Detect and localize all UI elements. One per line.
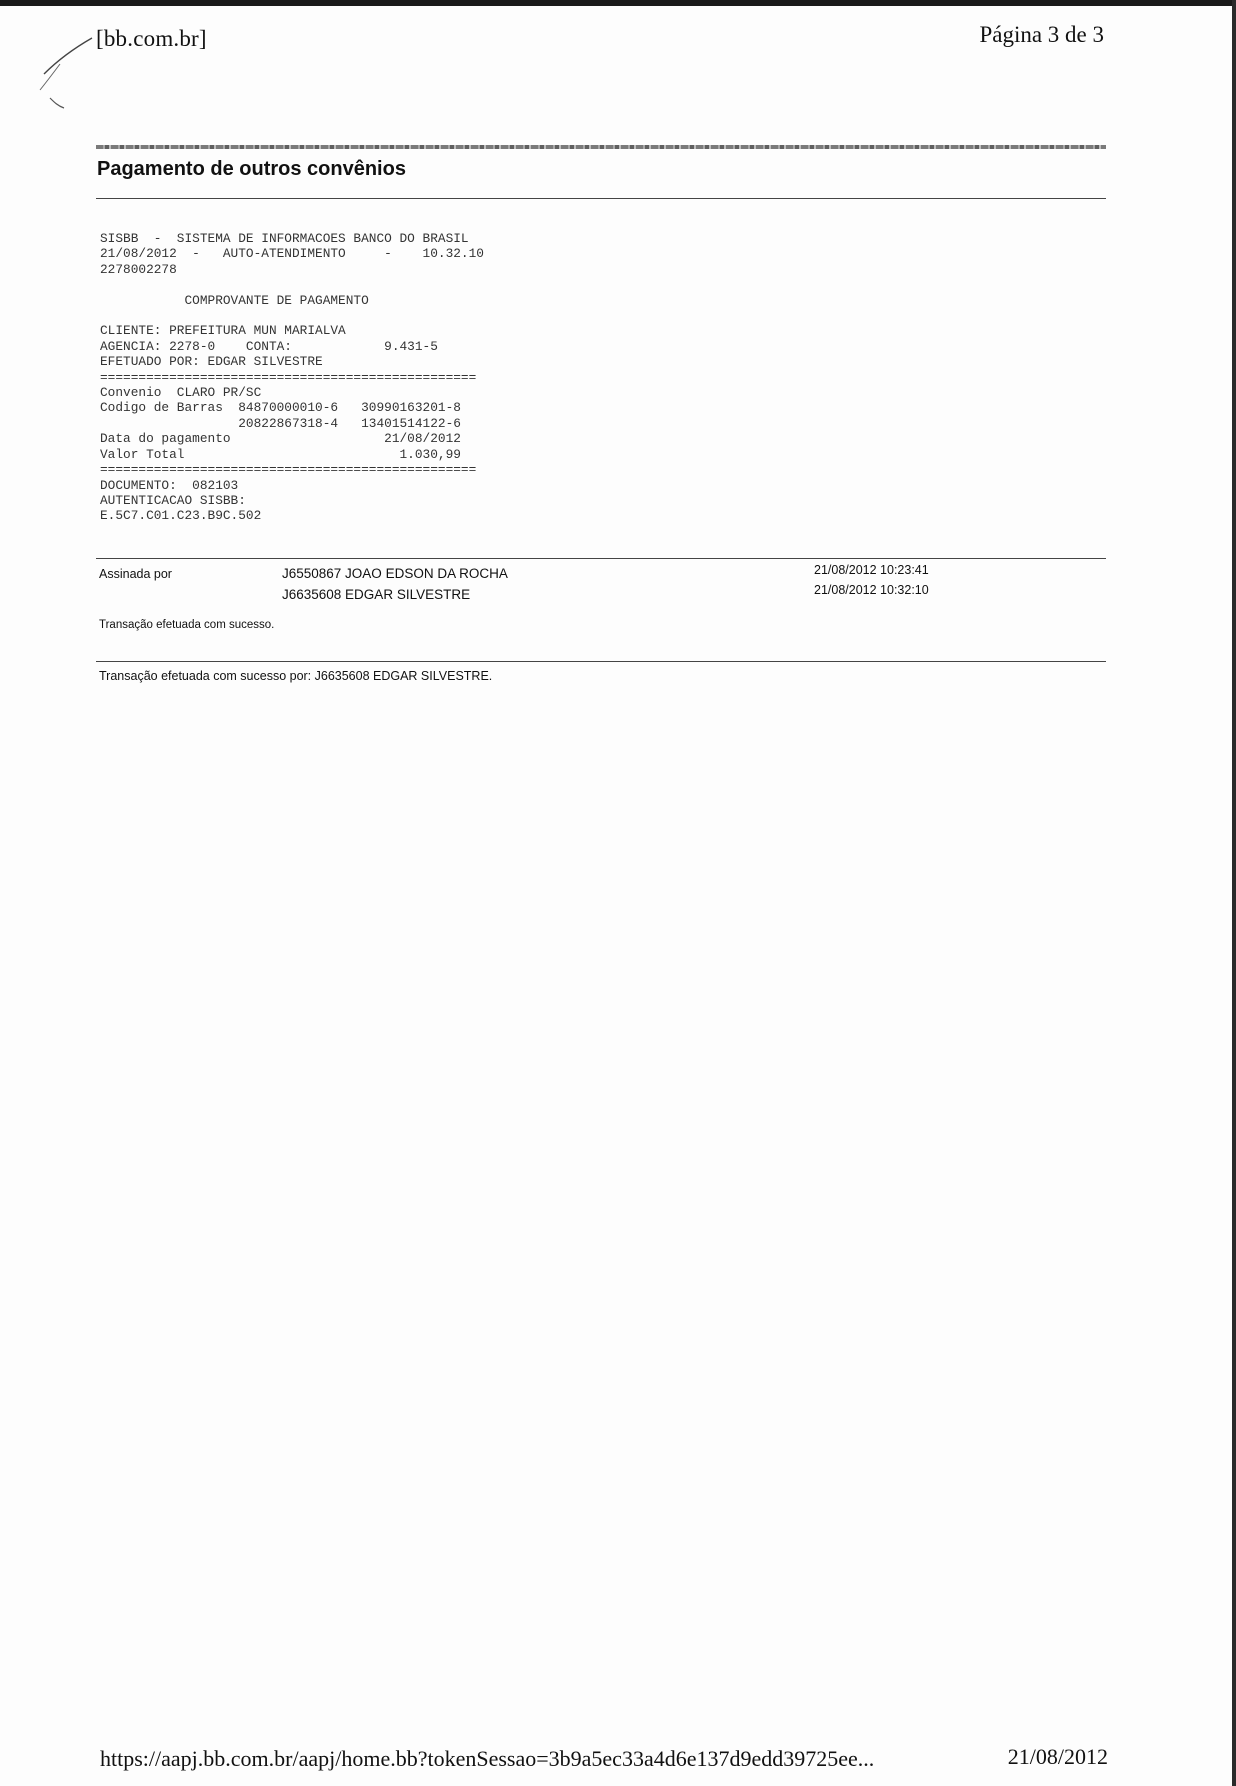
receipt-line: 21/08/2012 - AUTO-ATENDIMENTO - 10.32.10: [100, 246, 484, 262]
status-divider: [96, 661, 1106, 662]
receipt-line: COMPROVANTE DE PAGAMENTO: [100, 292, 369, 308]
status-by-message: Transação efetuada com sucesso por: J6635608 EDGAR SILVESTRE.: [99, 669, 493, 683]
pen-stroke-mark: [30, 20, 100, 120]
signature-date-list: [814, 560, 929, 600]
title-divider: [96, 198, 1106, 199]
receipt-line: AUTENTICACAO SISBB:: [100, 492, 246, 508]
receipt-line: =================================================: [100, 462, 477, 478]
receipt-line: E.5C7.C01.C23.B9C.502: [100, 508, 262, 524]
site-header: [bb.com.br]: [96, 26, 207, 51]
receipt-line: Data do pagamento 21/08/2012: [100, 431, 461, 447]
scan-edge-top: [0, 0, 1236, 6]
session-url-link[interactable]: https://aapj.bb.com.br/aapj/home.bb?tokenSessao=3b9a5ec33a4d6e137d9edd39725ee...: [100, 1746, 875, 1771]
signature-date: 21/08/2012 10:23:41: [814, 563, 929, 577]
signature-date: 21/08/2012 10:32:10: [814, 583, 929, 597]
status-message: Transação efetuada com sucesso.: [99, 619, 275, 631]
section-title: Pagamento de outros convênios: [97, 158, 406, 180]
receipt-line: Codigo de Barras 84870000010-6 30990163201-8: [100, 400, 461, 416]
signer-name: J6550867 JOAO EDSON DA ROCHA: [282, 566, 508, 581]
receipt-line: 2278002278: [100, 261, 177, 277]
receipt-line: DOCUMENTO: 082103: [100, 477, 239, 493]
receipt-line: 20822867318-4 13401514122-6: [100, 415, 461, 431]
footer-date: 21/08/2012: [1007, 1744, 1108, 1769]
scan-edge-right: [1232, 0, 1236, 1786]
signature-divider: [96, 558, 1106, 559]
signed-by-label: Assinada por: [99, 567, 172, 581]
footer-url[interactable]: [100, 1746, 874, 1772]
receipt-line: Convenio CLARO PR/SC: [100, 385, 262, 401]
page-indicator: Página 3 de 3: [979, 22, 1104, 47]
receipt-line: CLIENTE: PREFEITURA MUN MARIALVA: [100, 323, 346, 339]
payment-receipt: [100, 231, 484, 524]
receipt-line: [100, 277, 484, 292]
receipt-line: [100, 308, 484, 323]
receipt-line: AGENCIA: 2278-0 CONTA: 9.431-5: [100, 338, 438, 354]
header-divider: [96, 145, 1106, 149]
receipt-line: SISBB - SISTEMA DE INFORMACOES BANCO DO BRASIL: [100, 231, 469, 246]
signer-list: [282, 563, 508, 605]
receipt-line: Valor Total 1.030,99: [100, 446, 461, 462]
receipt-line: =================================================: [100, 369, 477, 385]
signer-name: J6635608 EDGAR SILVESTRE: [282, 587, 471, 602]
receipt-line: EFETUADO POR: EDGAR SILVESTRE: [100, 354, 323, 370]
